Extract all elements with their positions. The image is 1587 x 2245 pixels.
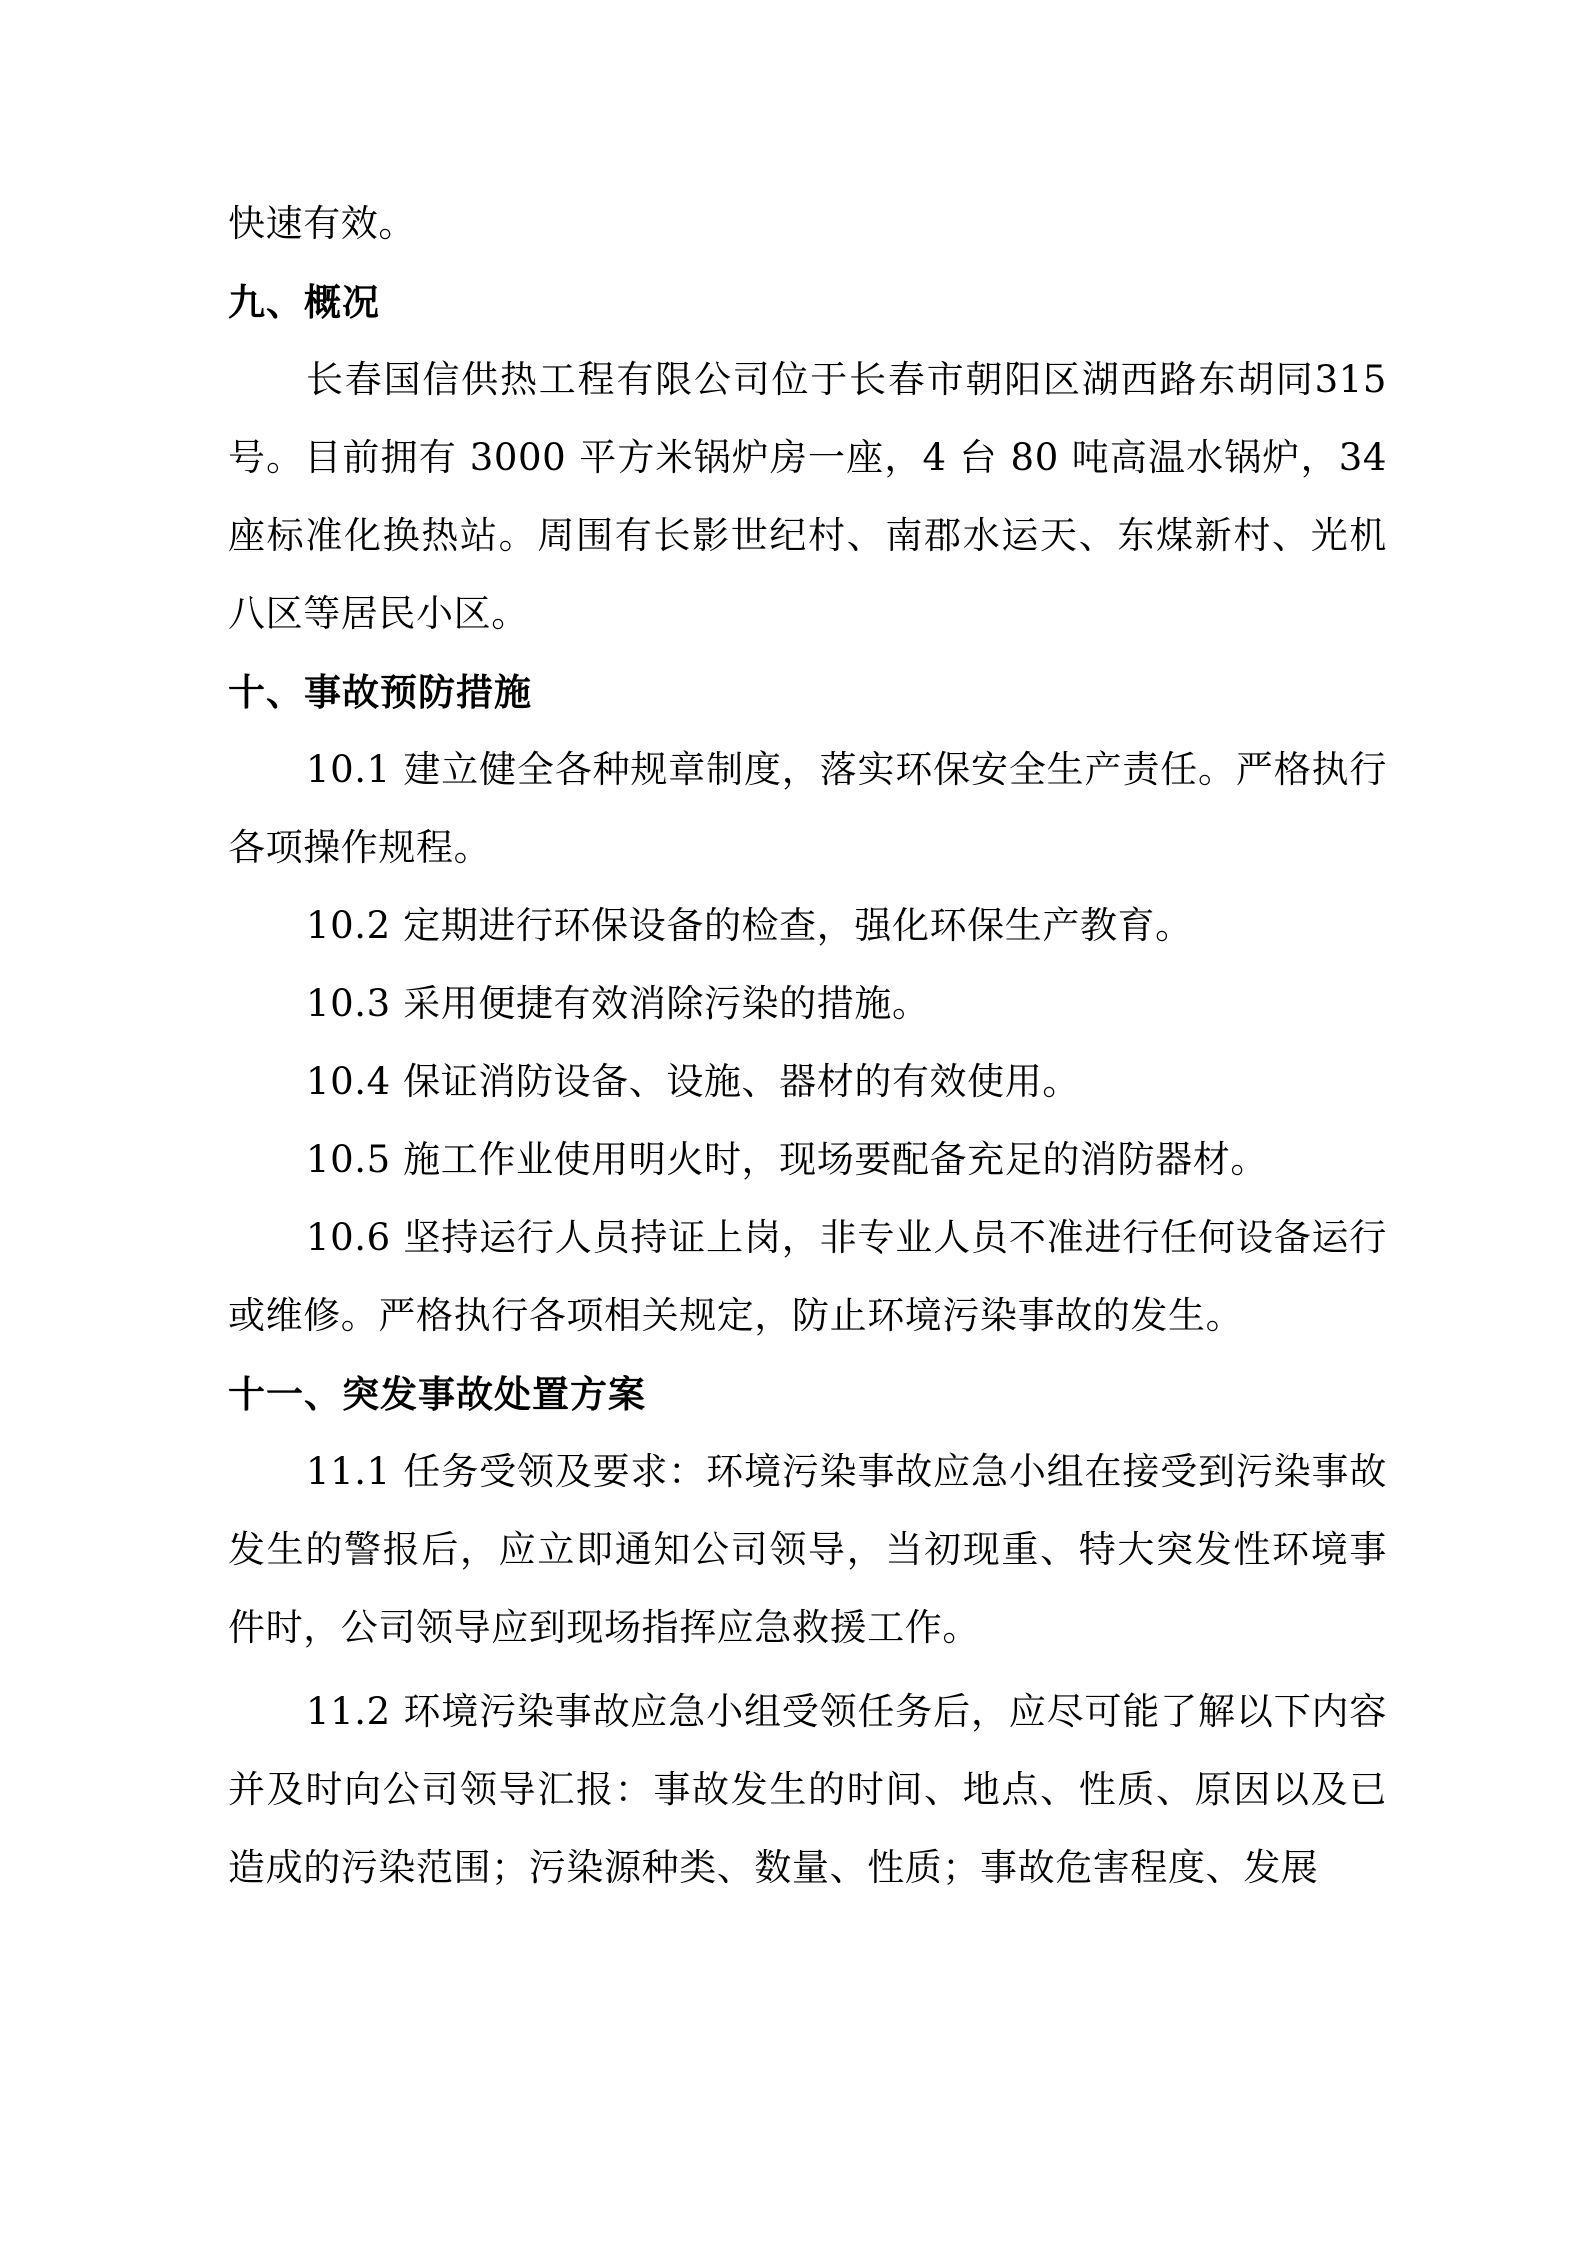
paragraph-10-4: 10.4 保证消防设备、设施、器材的有效使用。 — [306, 1060, 1080, 1103]
paragraph-10-3: 10.3 采用便捷有效消除污染的措施。 — [306, 982, 930, 1025]
paragraph-11-1: 11.1 任务受领及要求：环境污染事故应急小组在接受到污染事故发生的警报后，应立即通知公司领导，当初现重、特大突发性环境事件时，公司领导应到现场指挥应急救援工作。 — [228, 1450, 1387, 1649]
heading-section-eleven: 十一、突发事故处置方案 — [228, 1372, 646, 1416]
paragraph-11-2: 11.2 环境污染事故应急小组受领任务后，应尽可能了解以下内容并及时向公司领导汇报：事故发生的时间、地点、性质、原因以及已造成的污染范围；污染源种类、数量、性质；事故危害程度、发展 — [228, 1690, 1387, 1889]
paragraph-10-2: 10.2 定期进行环保设备的检查，强化环保生产教育。 — [306, 904, 1193, 947]
heading-section-nine: 九、概况 — [228, 280, 380, 324]
paragraph-company-overview: 长春国信供热工程有限公司位于长春市朝阳区湖西路东胡同315号。目前拥有 3000 平方米锅炉房一座，4 台 80 吨高温水锅炉，34 座标准化换热站。周围有长影世纪村、南郡水运天、东煤新村、光机八区等居民小区。 — [228, 358, 1387, 635]
heading-section-ten: 十、事故预防措施 — [228, 670, 532, 714]
paragraph-10-1: 10.1 建立健全各种规章制度，落实环保安全生产责任。严格执行各项操作规程。 — [228, 748, 1387, 869]
document-body — [228, 185, 1387, 1907]
paragraph-10-6: 10.6 坚持运行人员持证上岗，非专业人员不准进行任何设备运行或维修。严格执行各项相关规定，防止环境污染事故的发生。 — [228, 1216, 1387, 1337]
paragraph-10-5: 10.5 施工作业使用明火时，现场要配备充足的消防器材。 — [306, 1138, 1268, 1181]
paragraph-continuation: 快速有效。 — [228, 202, 416, 245]
